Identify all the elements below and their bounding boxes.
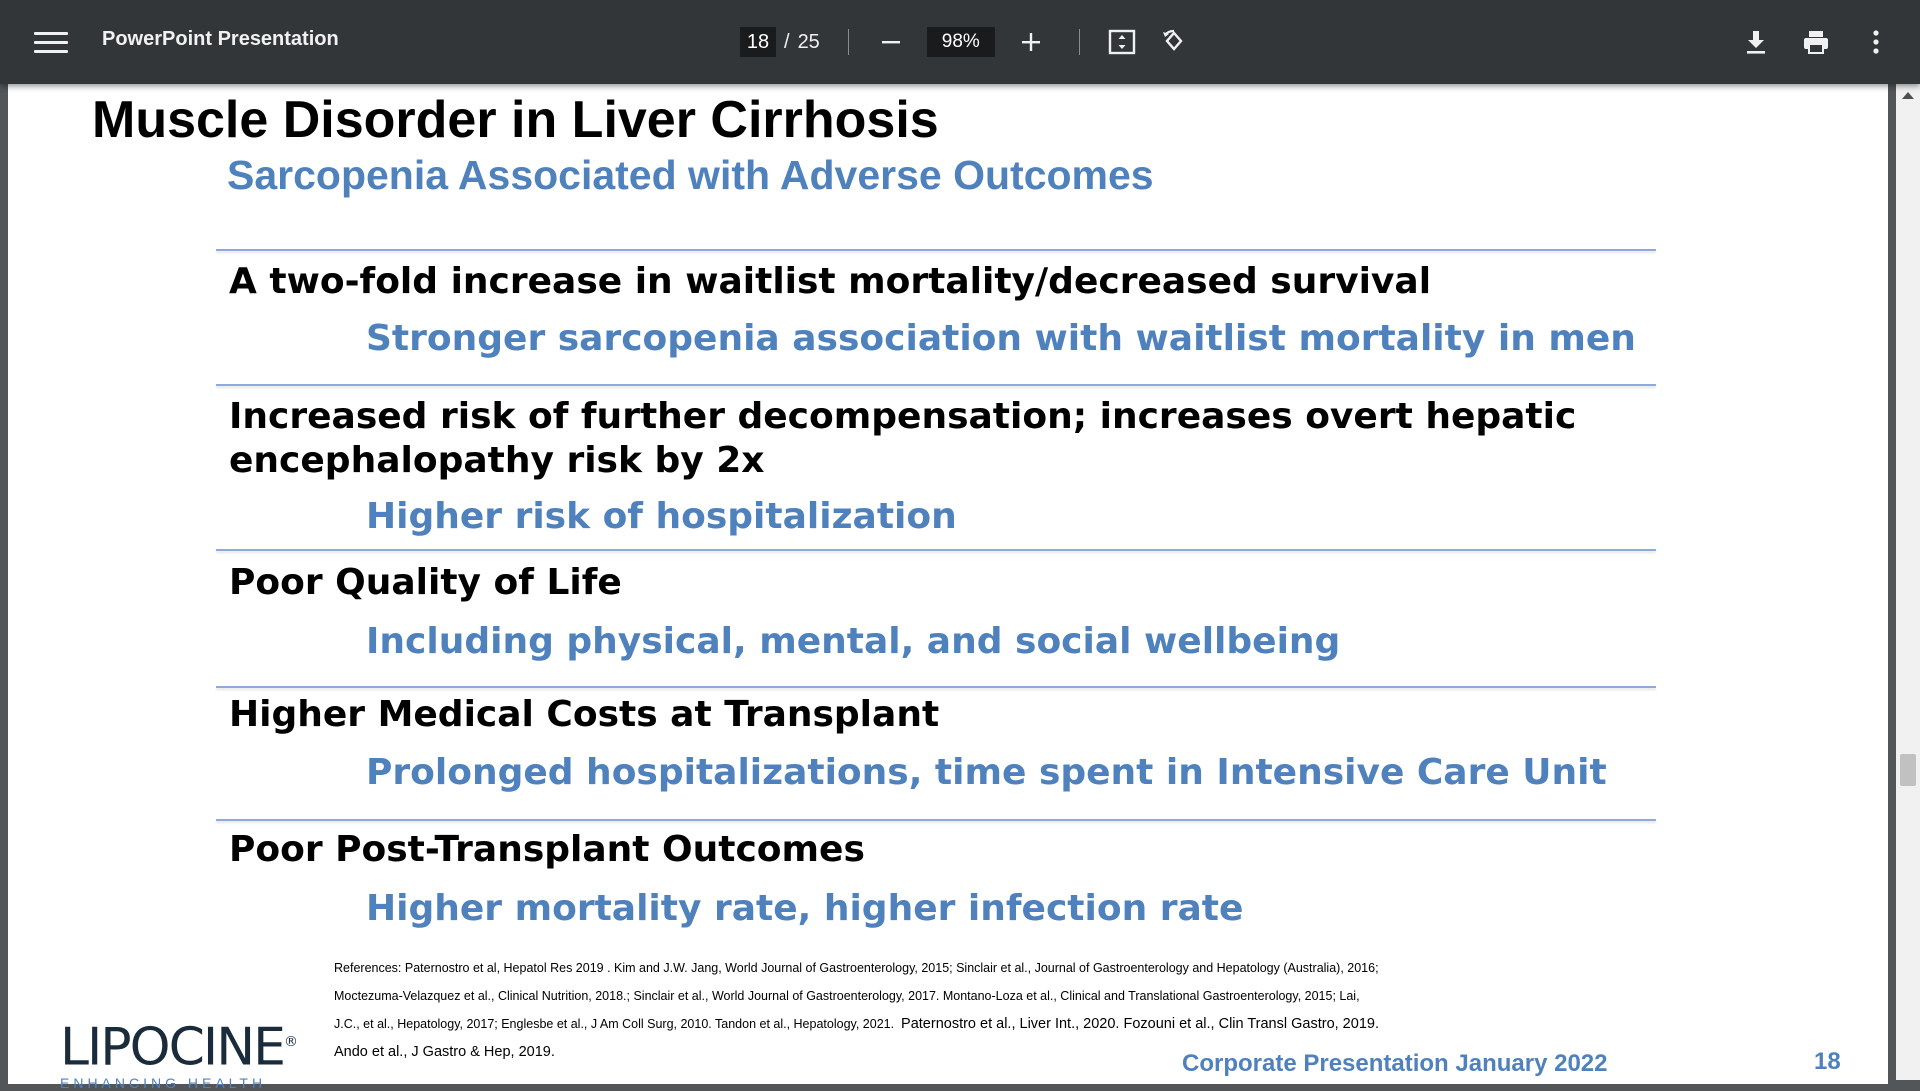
print-button[interactable] (1796, 24, 1836, 60)
page-controls (740, 24, 1194, 60)
logo-wordmark: LIPOCINE® (60, 1017, 298, 1078)
toolbar-divider (848, 29, 849, 55)
toolbar-actions (1736, 24, 1896, 60)
pdf-viewport[interactable] (0, 84, 1920, 1091)
divider (216, 249, 1656, 251)
vertical-scrollbar[interactable] (1896, 84, 1920, 1080)
divider (216, 819, 1656, 821)
toolbar-divider (1079, 29, 1080, 55)
item-heading: Increased risk of further decompensation; increases overt hepatic encephalopathy risk by 2x (229, 396, 1577, 481)
download-button[interactable] (1736, 24, 1776, 60)
fit-page-icon (1108, 29, 1136, 55)
item-heading: Poor Quality of Life (229, 562, 622, 603)
more-options-button[interactable] (1856, 24, 1896, 60)
item-detail: Prolonged hospitalizations, time spent in Intensive Care Unit (366, 752, 1607, 793)
minus-icon (880, 31, 902, 53)
divider (216, 384, 1656, 386)
slide-number: 18 (1814, 1048, 1841, 1075)
scroll-up-arrow-icon[interactable] (1902, 92, 1914, 99)
rotate-icon (1160, 28, 1188, 56)
item-detail: Including physical, mental, and social wellbeing (366, 621, 1341, 662)
item-heading: Poor Post-Transplant Outcomes (229, 829, 865, 870)
print-icon (1802, 29, 1830, 55)
more-vert-icon (1871, 29, 1881, 55)
item-heading: A two-fold increase in waitlist mortality/decreased survival (229, 261, 1432, 302)
rotate-button[interactable] (1154, 24, 1194, 60)
item-detail: Stronger sarcopenia association with waitlist mortality in men (366, 318, 1636, 359)
pdf-page (8, 84, 1888, 1091)
reference-text: Paternostro et al., Liver Int., 2020. Fozouni et al., Clin Transl Gastro, 2019. (901, 1016, 1379, 1032)
zoom-in-button[interactable] (1011, 24, 1051, 60)
page-total: 25 (797, 30, 820, 53)
page-number-input[interactable] (740, 27, 776, 57)
zoom-input[interactable] (927, 27, 995, 57)
reference-line: Moctezuma-Velazquez et al., Clinical Nutrition, 2018.; Sinclair et al., World Journal of Gastroenterology, 2017. Montano-Loza et al., Clinical and Translational Gastroenterology, 2015; Lai, (334, 989, 1360, 1003)
reference-line: Ando et al., J Gastro & Hep, 2019. (334, 1044, 555, 1060)
menu-icon[interactable] (34, 26, 68, 58)
item-detail: Higher mortality rate, higher infection rate (366, 888, 1244, 929)
company-logo (60, 1014, 298, 1091)
page-separator: / (784, 30, 790, 53)
document-title: PowerPoint Presentation (102, 28, 339, 50)
footer-caption: Corporate Presentation January 2022 (1182, 1050, 1608, 1077)
download-icon (1744, 29, 1768, 55)
reference-text: J.C., et al., Hepatology, 2017; Englesbe et al., J Am Coll Surg, 2010. Tandon et al., Hepatology, 2021. (334, 1017, 895, 1031)
slide-title: Muscle Disorder in Liver Cirrhosis (92, 91, 939, 149)
item-heading: Higher Medical Costs at Transplant (229, 694, 940, 735)
reference-line: References: Paternostro et al, Hepatol Res 2019 . Kim and J.W. Jang, World Journal of Gastroenterology, 2015; Sinclair et al., Journal of Gastroenterology and Hepatology (Australia), 2016; (334, 961, 1379, 975)
slide-subtitle: Sarcopenia Associated with Adverse Outcomes (227, 152, 1154, 198)
zoom-out-button[interactable] (871, 24, 911, 60)
item-detail: Higher risk of hospitalization (366, 496, 957, 537)
divider (216, 549, 1656, 551)
pdf-toolbar (0, 0, 1920, 84)
scroll-thumb[interactable] (1900, 754, 1916, 786)
plus-icon (1020, 31, 1042, 53)
logo-tagline: ENHANCING HEALTH (60, 1075, 267, 1091)
reference-line (334, 1010, 1434, 1038)
fit-page-button[interactable] (1102, 24, 1142, 60)
divider (216, 686, 1656, 688)
